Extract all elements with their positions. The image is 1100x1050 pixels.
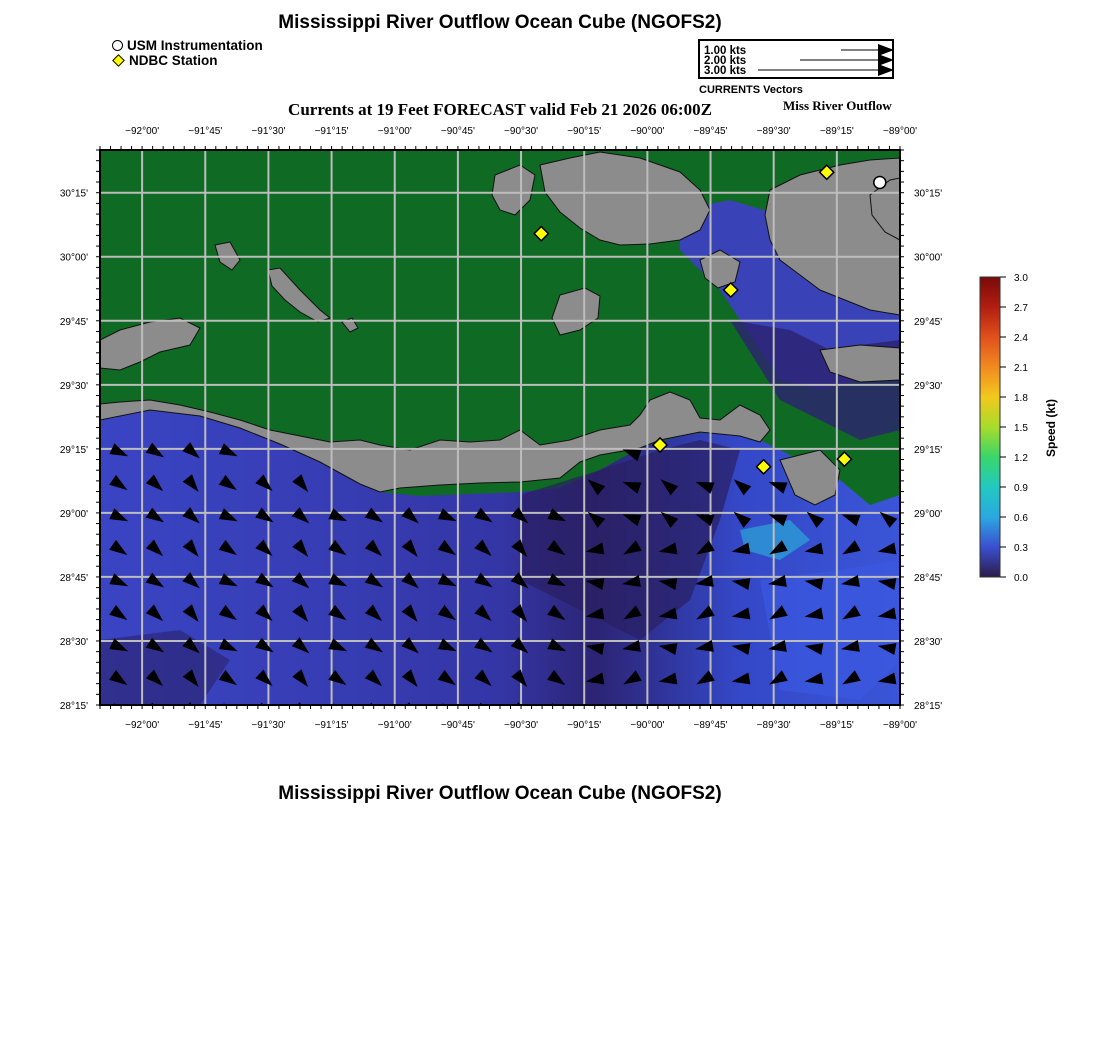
colorbar-tick-label: 1.5 (1014, 423, 1028, 434)
y-tick-label-left: 28°30' (59, 636, 88, 648)
map-subtitle: Currents at 19 Feet FORECAST valid Feb 21 2026 06:00Z (288, 100, 712, 119)
y-tick-label-left: 28°15' (59, 701, 88, 712)
legend-ndbc-label: NDBC Station (129, 53, 218, 68)
x-tick-label-top: −91°00' (377, 126, 412, 137)
current-arrow (622, 705, 641, 717)
colorbar-tick-label: 0.3 (1014, 543, 1028, 554)
bottom-title: Mississippi River Outflow Ocean Cube (NGOFS2) (278, 783, 722, 804)
x-tick-label-bottom: −90°00' (630, 720, 665, 731)
vector-scale-label-2: 2.00 kts (704, 55, 747, 67)
colorbar-tick-label: 1.2 (1014, 453, 1028, 464)
colorbar-tick-label: 0.9 (1014, 483, 1028, 494)
y-tick-label-right: 29°30' (914, 380, 943, 392)
y-tick-label-left: 30°15' (59, 188, 88, 200)
y-tick-label-right: 29°45' (914, 316, 943, 328)
x-tick-label-bottom: −89°00' (883, 720, 917, 731)
y-tick-label-right: 28°30' (914, 636, 943, 648)
x-tick-label-bottom: −91°30' (251, 720, 286, 731)
vector-scale-label-3: 3.00 kts (704, 65, 747, 77)
y-tick-label-right: 30°15' (914, 188, 943, 200)
y-tick-label-right: 28°45' (914, 572, 943, 584)
y-tick-label-left: 29°30' (59, 380, 88, 392)
y-tick-label-right: 29°00' (914, 508, 943, 520)
x-tick-label-bottom: −91°00' (377, 720, 412, 731)
x-tick-label-bottom: −91°15' (314, 720, 349, 731)
x-tick-label-bottom: −92°00' (125, 720, 160, 731)
y-tick-label-right: 30°00' (914, 252, 943, 264)
colorbar-tick-label: 2.4 (1014, 333, 1028, 344)
y-tick-label-left: 30°00' (59, 252, 88, 264)
page-title: Mississippi River Outflow Ocean Cube (NGOFS2) (278, 12, 722, 33)
colorbar-tick-label: 2.7 (1014, 303, 1028, 314)
x-tick-label-top: −90°30' (504, 126, 539, 137)
region-label: Miss River Outflow (783, 98, 892, 113)
x-tick-label-bottom: −89°30' (756, 720, 791, 731)
current-arrow (586, 708, 605, 720)
x-tick-label-top: −91°30' (251, 126, 286, 137)
x-tick-label-top: −89°15' (819, 126, 854, 137)
y-tick-label-left: 28°45' (59, 572, 88, 584)
colorbar-tick-label: 2.1 (1014, 363, 1028, 374)
legend-usm-label: USM Instrumentation (127, 38, 263, 53)
vector-scale-label-1: 1.00 kts (704, 45, 747, 57)
colorbar-tick-label: 1.8 (1014, 393, 1028, 404)
y-tick-label-left: 29°45' (59, 316, 88, 328)
y-tick-label-left: 29°00' (59, 508, 88, 520)
current-arrow (732, 708, 751, 720)
x-tick-label-top: −90°15' (567, 126, 602, 137)
colorbar-ticks (1000, 273, 1028, 584)
x-tick-label-top: −89°45' (693, 126, 728, 137)
current-arrow (659, 708, 678, 720)
x-tick-label-bottom: −89°15' (819, 720, 854, 731)
x-tick-label-top: −89°30' (756, 126, 791, 137)
colorbar-tick-label: 0.6 (1014, 513, 1028, 524)
vector-scale-caption: CURRENTS Vectors (699, 84, 803, 96)
x-tick-label-bottom: −89°45' (693, 720, 728, 731)
x-tick-label-bottom: −90°15' (567, 720, 602, 731)
current-arrow (841, 705, 860, 717)
x-tick-label-bottom: −90°45' (440, 720, 475, 731)
x-tick-label-top: −90°45' (440, 126, 475, 137)
colorbar-label: Speed (kt) (1044, 398, 1058, 458)
x-tick-label-top: −92°00' (125, 126, 160, 137)
current-arrow (695, 705, 714, 717)
y-tick-label-right: 28°15' (914, 701, 943, 712)
colorbar-tick-label: 3.0 (1014, 273, 1028, 284)
x-tick-label-top: −91°45' (188, 126, 223, 137)
x-tick-label-top: −91°15' (314, 126, 349, 137)
current-arrow (805, 708, 824, 720)
x-tick-label-top: −90°00' (630, 126, 665, 137)
usm-station-marker (874, 176, 886, 188)
x-tick-label-bottom: −91°45' (188, 720, 223, 731)
colorbar (980, 277, 1000, 577)
x-tick-label-bottom: −90°30' (504, 720, 539, 731)
x-tick-label-top: −89°00' (883, 126, 917, 137)
y-tick-label-left: 29°15' (59, 444, 88, 456)
y-tick-label-right: 29°15' (914, 444, 943, 456)
current-arrow (878, 708, 897, 720)
colorbar-tick-label: 0.0 (1014, 573, 1028, 584)
